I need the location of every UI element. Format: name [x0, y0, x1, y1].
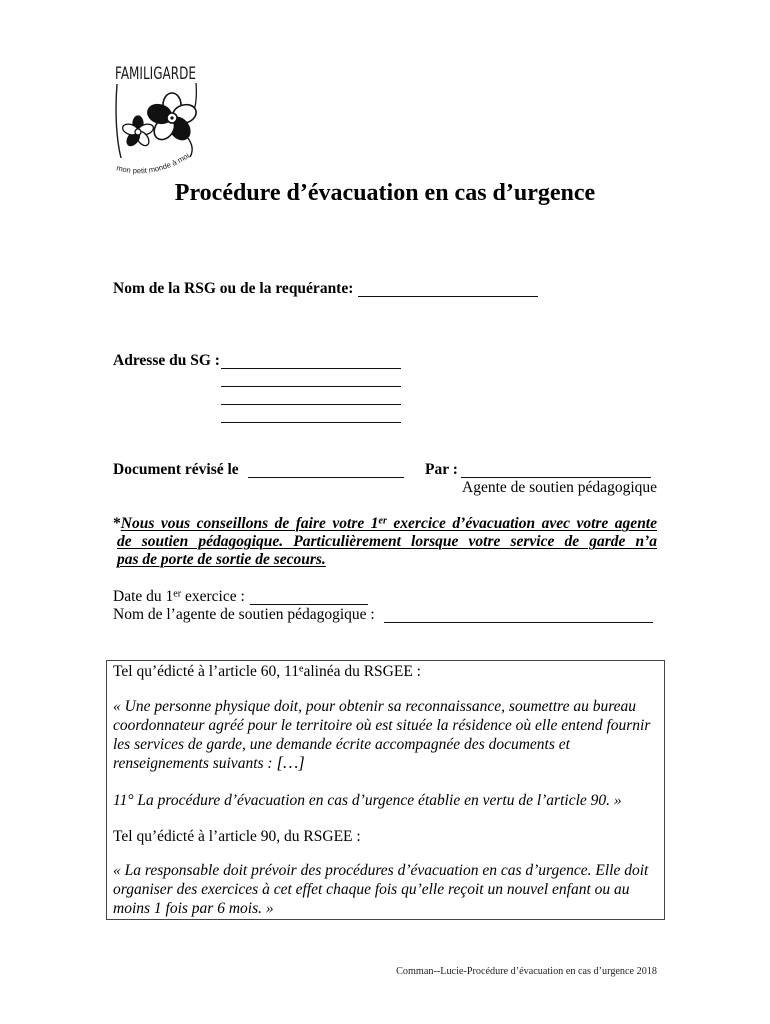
notice-underlined-text: [121, 515, 657, 532]
familigarde-logo: [108, 58, 204, 182]
address-blank-line: [221, 422, 401, 423]
logo-brand-text: FAMILIGARDE: [115, 64, 196, 84]
exercise-date-blank-line: [250, 604, 368, 605]
rsg-name-blank-line: [358, 296, 538, 297]
flower-center-dot: [170, 116, 173, 119]
notice-line-1-text: Nous vous conseillons de faire votre 1: [120, 515, 379, 532]
agent-name-blank-line: [384, 622, 653, 623]
notice-line-2: [117, 533, 657, 551]
notice-line-2-text: de soutien pédagogique. Particulièrement lorsque votre service de garde n’a: [117, 533, 657, 550]
small-flower-center: [135, 129, 141, 135]
article-90-quote-line: moins 1 fois par 6 mois. »: [113, 900, 274, 917]
article-90-quote-line: organiser des exercices à cet effet chaque fois qu’elle reçoit un nouvel enfant ou au: [113, 881, 630, 898]
logo-right-stroke: [194, 83, 196, 110]
article-60-heading-text: Tel qu’édicté à l’article 60, 11: [113, 663, 299, 680]
small-flower-icon: [121, 116, 155, 148]
exercise-date-ordinal-suffix: er: [173, 588, 182, 600]
page-footer: Comman--Lucie-Procédure d’évacuation en cas d’urgence 2018: [396, 966, 657, 977]
rsg-name-label: Nom de la RSG ou de la requérante:: [113, 280, 354, 297]
agent-name-label: Nom de l’agente de soutien pédagogique :: [113, 606, 375, 623]
flower-stem: [188, 138, 192, 157]
article-60-quote-ellipsis: […]: [276, 753, 305, 772]
notice-asterisk: *: [113, 515, 121, 532]
flower-icon: [145, 93, 198, 144]
exercise-date-label: [113, 588, 245, 606]
article-60-quote-line: renseignements suivants :: [113, 755, 277, 772]
address-blank-line: [221, 404, 401, 405]
logo-tagline-text: mon petit monde à moi: [115, 151, 191, 176]
logo-tagline: [116, 151, 192, 175]
article-90-quote-line: « La responsable doit prévoir des procédures d’évacuation en cas d’urgence. Elle doit: [113, 862, 649, 879]
notice-ordinal-suffix: er: [378, 515, 387, 527]
page-title: Procédure d’évacuation en cas d’urgence: [174, 180, 596, 206]
notice-line-3: [117, 551, 326, 569]
revised-by-blank-line: [461, 477, 651, 478]
article-60-heading: [113, 663, 421, 681]
notice-line-3-text: pas de porte de sortie de secours.: [117, 551, 326, 568]
address-blank-line: [221, 368, 401, 369]
revised-date-blank-line: [248, 477, 404, 478]
article-60-quote-line: « Une personne physique doit, pour obtenir sa reconnaissance, soumettre au bureau: [113, 698, 637, 715]
address-label: Adresse du SG :: [113, 352, 220, 369]
article-60-ordinal-suffix: e: [298, 663, 304, 675]
article-90-heading: Tel qu’édicté à l’article 90, du RSGEE :: [113, 828, 361, 845]
article-60-item: 11° La procédure d’évacuation en cas d’urgence établie en vertu de l’article 90. »: [113, 792, 622, 809]
notice-line-1: [113, 515, 657, 533]
exercise-date-label-text: Date du 1: [113, 588, 174, 605]
exercise-date-label-text-end: exercice :: [181, 588, 245, 605]
notice-line-1-text-end: exercice d’évacuation avec votre agente: [386, 515, 657, 532]
regulation-box: [106, 660, 665, 920]
article-60-quote-line: coordonnateur agréé pour le territoire où est située la résidence où elle entend fournir: [113, 717, 651, 734]
logo-left-stroke: [116, 84, 121, 158]
article-60-quote-line: les services de garde, une demande écrite accompagnée des documents et: [113, 736, 570, 753]
article-60-quote-last-line: [113, 755, 305, 773]
revised-date-label: Document révisé le: [113, 461, 239, 478]
revised-by-label: Par :: [425, 461, 458, 478]
article-60-heading-text-end: alinéa du RSGEE :: [303, 663, 421, 680]
revised-by-caption: Agente de soutien pédagogique: [462, 479, 657, 496]
address-blank-line: [221, 386, 401, 387]
